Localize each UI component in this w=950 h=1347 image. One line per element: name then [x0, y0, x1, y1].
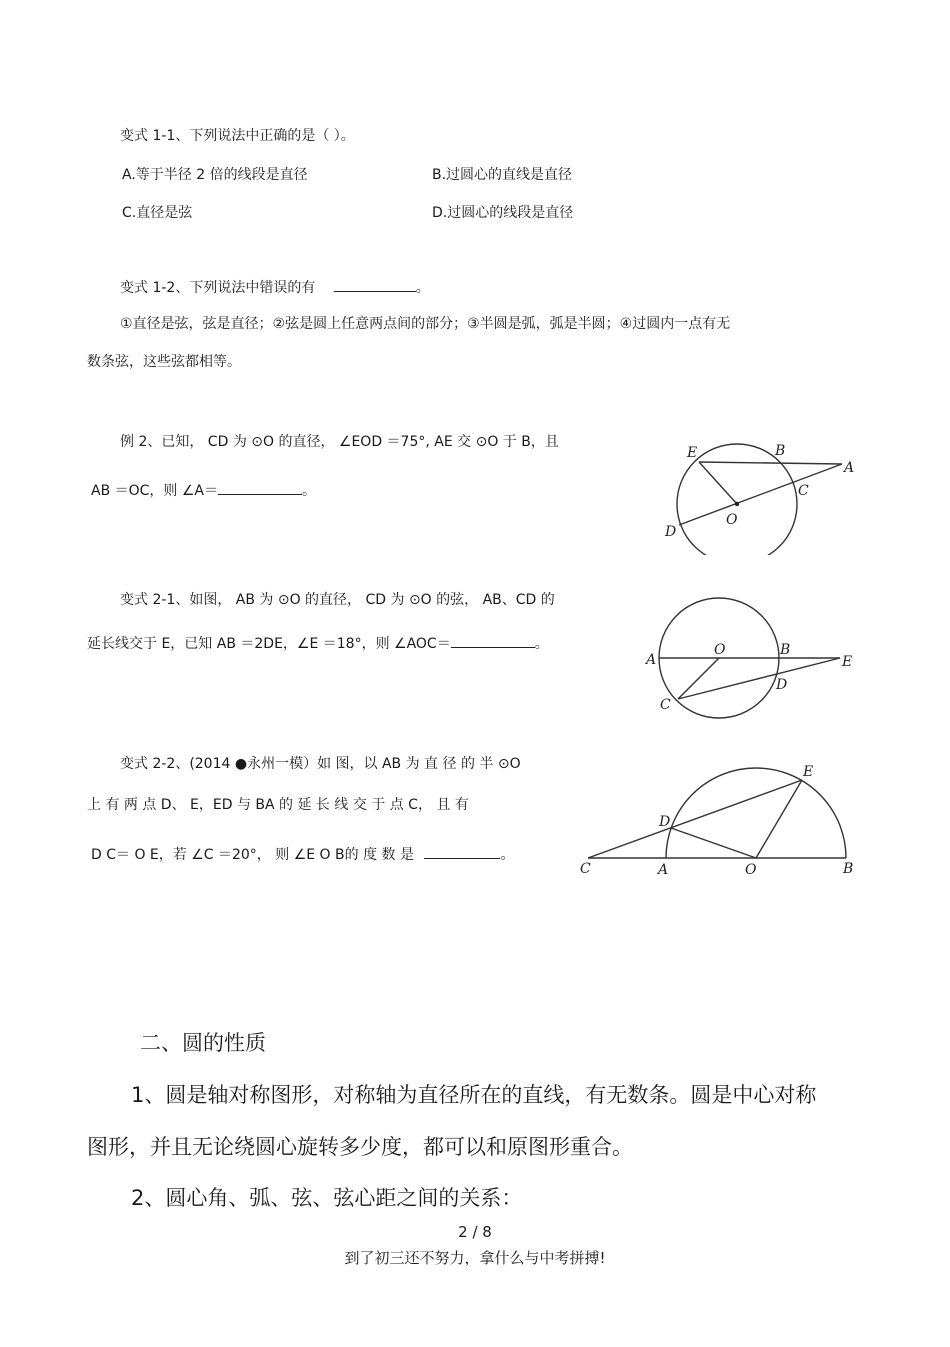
variant-1-1-option-c: C.直径是弦	[122, 205, 193, 221]
variant-1-1-option-a: A.等于半径 2 倍的线段是直径	[122, 167, 308, 183]
variant-1-2-line-1: ①直径是弦，弦是直径；②弦是圆上任意两点间的部分；③半圆是弧，弧是半圆；④过圆内一点有无	[120, 316, 731, 332]
example-2-line-2-end: 。	[302, 483, 317, 499]
variant-2-2-line-3-text: D C＝ O E，若 ∠C ＝20°， 则 ∠E O B的 度 数 是	[91, 847, 414, 863]
label-d: D	[665, 524, 677, 540]
label-c: C	[660, 697, 671, 713]
segment-ea	[699, 462, 842, 464]
variant-2-2-line-2: 上 有 两 点 D、 E，ED 与 BA 的 延 长 线 交 于 点 C， 且 有	[87, 797, 469, 813]
variant-2-1-line-1: 变式 2-1、如图， AB 为 ⊙O 的直径， CD 为 ⊙O 的弦， AB、CD 的	[120, 592, 555, 608]
variant-2-2-line-3	[91, 844, 514, 864]
answer-blank	[334, 277, 416, 292]
variant-2-1-line-2-end: 。	[534, 636, 549, 652]
label-a: A	[844, 460, 855, 476]
label-o: O	[714, 642, 726, 658]
segment-da	[679, 464, 842, 525]
label-c: C	[798, 483, 809, 499]
label-b: B	[843, 861, 854, 877]
answer-blank	[218, 480, 302, 495]
answer-blank	[451, 633, 535, 648]
label-d: D	[776, 677, 788, 693]
variant-1-1-option-d: D.过圆心的线段是直径	[432, 205, 574, 221]
variant-1-1-stem: 变式 1-1、下列说法中正确的是（ ）。	[120, 128, 355, 144]
label-c: C	[580, 861, 591, 877]
section-heading: 二、圆的性质	[140, 1031, 266, 1055]
variant-2-1-line-2	[87, 633, 549, 653]
example-2-line-2	[91, 480, 316, 500]
variant-1-2-stem-text: 变式 1-2、下列说法中错误的有	[120, 280, 316, 296]
center-point	[735, 502, 739, 506]
property-1-line-1: 1、圆是轴对称图形，对称轴为直径所在的直线，有无数条。圆是中心对称	[131, 1083, 817, 1107]
segment-oc	[678, 658, 719, 699]
property-1-line-2: 图形，并且无论绕圆心旋转多少度，都可以和原图形重合。	[87, 1135, 633, 1159]
semicircle-o	[666, 768, 846, 858]
label-o: O	[726, 512, 738, 528]
label-b: B	[780, 642, 791, 658]
example-2-line-1: 例 2、已知， CD 为 ⊙O 的直径， ∠EOD ＝75°, AE 交 ⊙O 于 B，且	[120, 434, 559, 450]
footer-slogan: 到了初三还不努力，拿什么与中考拼搏!	[344, 1249, 606, 1267]
variant-2-2-line-1: 变式 2-2、(2014 ●永州一模）如 图，以 AB 为 直 径 的 半 ⊙O	[120, 756, 521, 772]
example-2-line-2-text: AB ＝OC，则 ∠A＝	[91, 483, 219, 499]
label-a: A	[658, 862, 669, 878]
label-e: E	[803, 764, 814, 780]
property-2: 2、圆心角、弧、弦、弦心距之间的关系：	[131, 1186, 523, 1210]
variant-2-2-line-3-end: 。	[500, 847, 515, 863]
segment-eo	[756, 780, 802, 858]
label-o: O	[745, 862, 757, 878]
label-b: B	[775, 443, 786, 459]
variant-1-2-stem-end: 。	[415, 280, 430, 296]
variant-2-1-line-2-text: 延长线交于 E，已知 AB ＝2DE，∠E ＝18°，则 ∠AOC＝	[87, 636, 451, 652]
segment-ce	[678, 658, 840, 699]
variant-1-2-line-2: 数条弦，这些弦都相等。	[87, 354, 241, 370]
example-2-figure	[655, 435, 860, 555]
label-e: E	[687, 445, 698, 461]
answer-blank	[424, 844, 500, 859]
variant-2-2-figure	[570, 755, 860, 885]
page-number: 2 / 8	[458, 1223, 492, 1241]
variant-1-1-option-b: B.过圆心的直线是直径	[432, 167, 573, 183]
label-d: D	[659, 814, 671, 830]
label-a: A	[646, 652, 657, 668]
variant-2-1-figure	[640, 592, 860, 722]
label-e: E	[842, 654, 853, 670]
variant-1-2-stem	[120, 277, 430, 297]
segment-eo	[699, 462, 737, 504]
segment-do	[671, 828, 756, 858]
